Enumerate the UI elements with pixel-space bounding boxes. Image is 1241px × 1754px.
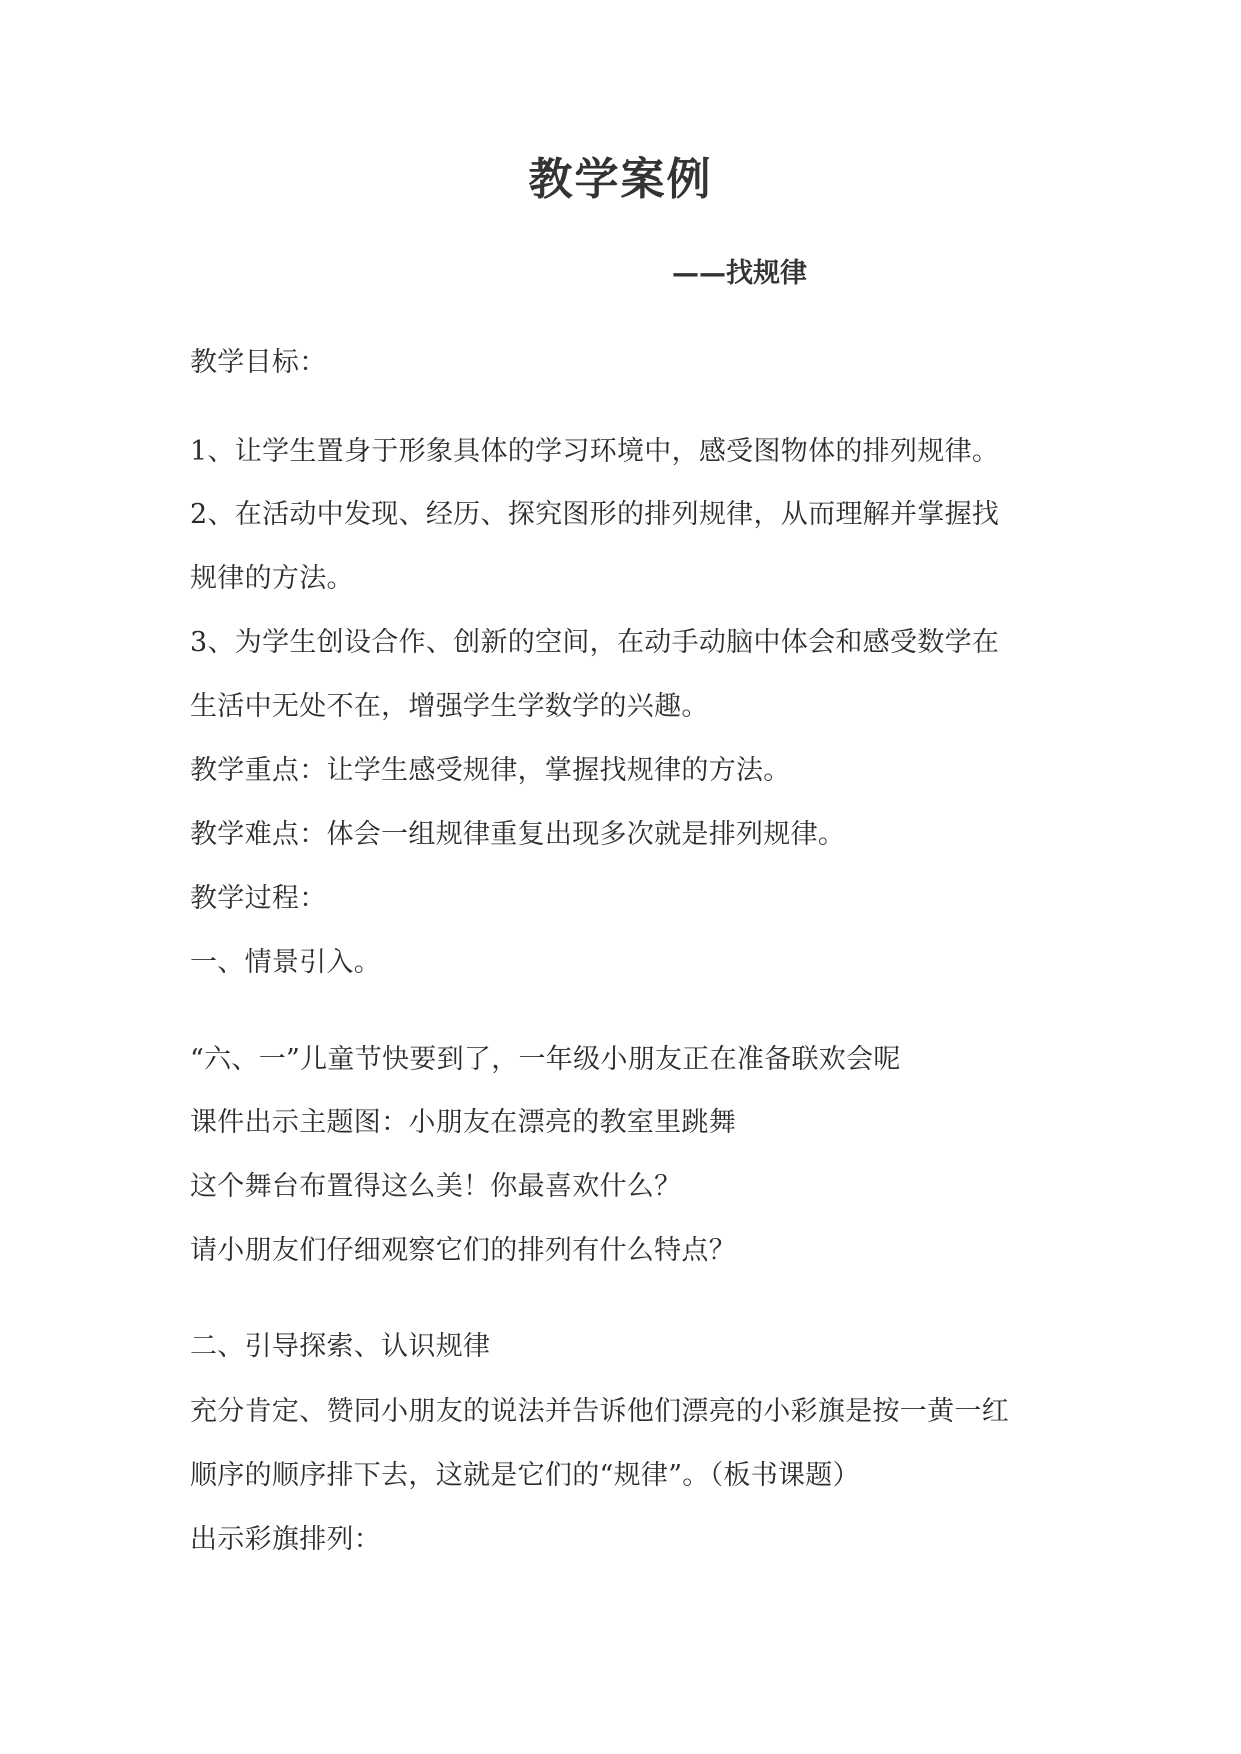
section-2-paragraph-1-line-2: 顺序的顺序排下去，这就是它们的“规律”。（板书课题）: [190, 1460, 860, 1491]
document-subtitle: ——找规律: [672, 258, 807, 289]
objective-2-line-2: 规律的方法。: [190, 563, 354, 594]
section-1-paragraph-2: 课件出示主题图：小朋友在漂亮的教室里跳舞: [190, 1107, 736, 1138]
objective-1: 1、让学生置身于形象具体的学习环境中，感受图物体的排列规律。: [190, 436, 1000, 467]
objective-3-line-1: 3、为学生创设合作、创新的空间，在动手动脑中体会和感受数学在: [190, 627, 1000, 658]
objective-3-line-2: 生活中无处不在，增强学生学数学的兴趣。: [190, 691, 709, 722]
section-1-paragraph-3: 这个舞台布置得这么美！你最喜欢什么？: [190, 1171, 682, 1202]
section-2-heading: 二、引导探索、认识规律: [190, 1331, 491, 1362]
document-title: 教学案例: [528, 154, 713, 205]
objective-2-line-1: 2、在活动中发现、经历、探究图形的排列规律，从而理解并掌握找: [190, 499, 1000, 530]
section-1-paragraph-1: “六、一”儿童节快要到了，一年级小朋友正在准备联欢会呢: [190, 1044, 901, 1075]
section-2-paragraph-1-line-1: 充分肯定、赞同小朋友的说法并告诉他们漂亮的小彩旗是按一黄一红: [190, 1396, 1009, 1427]
heading-teaching-objectives: 教学目标：: [190, 347, 327, 378]
heading-teaching-process: 教学过程：: [190, 883, 327, 914]
teaching-difficulty: 教学难点：体会一组规律重复出现多次就是排列规律。: [190, 819, 846, 850]
teaching-key-point: 教学重点：让学生感受规律，掌握找规律的方法。: [190, 755, 791, 786]
section-1-paragraph-4: 请小朋友们仔细观察它们的排列有什么特点？: [190, 1235, 736, 1266]
section-1-heading: 一、情景引入。: [190, 947, 382, 978]
section-2-paragraph-2: 出示彩旗排列：: [190, 1524, 382, 1555]
